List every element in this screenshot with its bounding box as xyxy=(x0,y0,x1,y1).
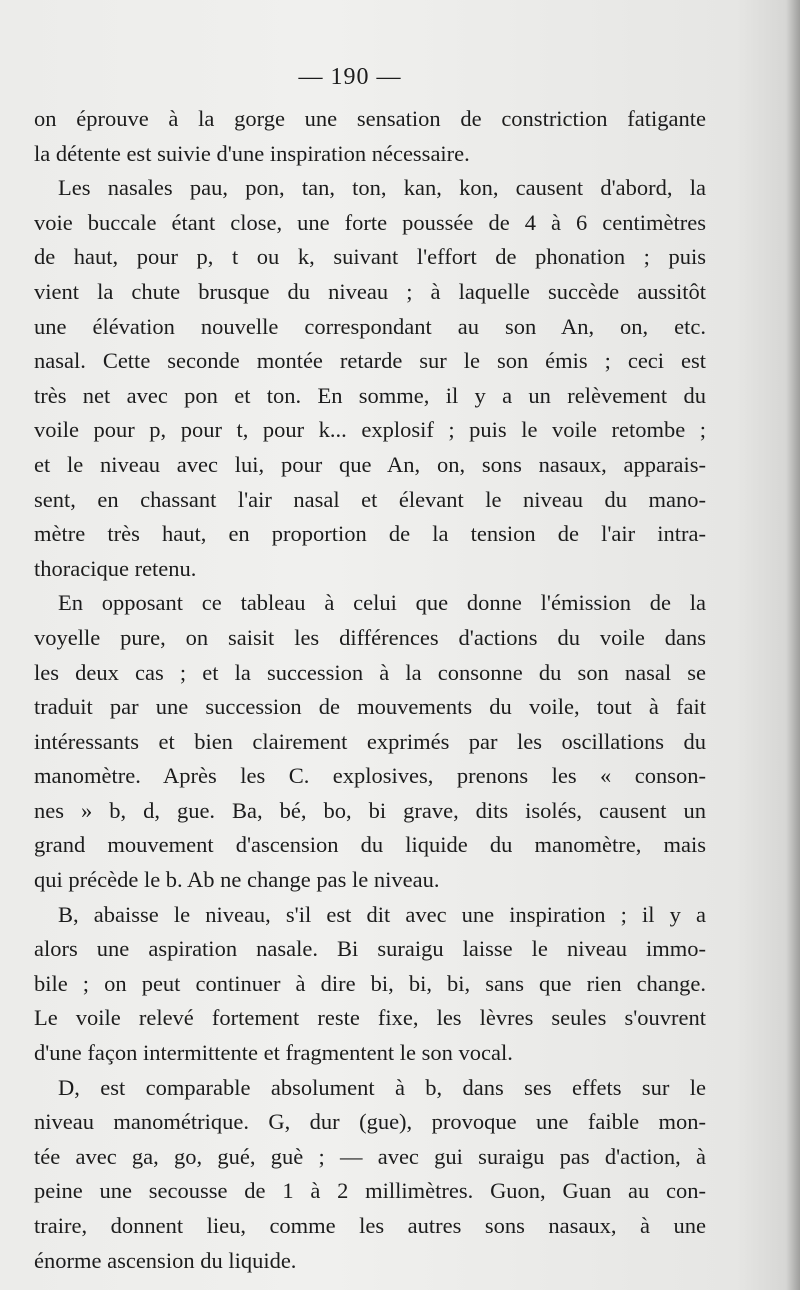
text-line: thoracique retenu. xyxy=(34,555,197,581)
text-line: alors une aspiration nasale. Bi suraigu laisse le niveau immo- xyxy=(34,936,706,962)
text-line: traire, donnent lieu, comme les autres sons nasaux, à une xyxy=(34,1213,706,1238)
page-binding-shadow xyxy=(786,0,800,1290)
text-line: D, est comparable absolument à b, dans ses effets sur le xyxy=(58,1074,706,1100)
text-line: niveau manométrique. G, dur (gue), provoque une faible mon- xyxy=(34,1109,706,1135)
text-line: d'une façon intermittente et fragmentent le son vocal. xyxy=(34,1040,513,1066)
text-line: Les nasales pau, pon, tan, ton, kan, kon, causent d'abord, la xyxy=(58,175,706,201)
text-line: intéressants et bien clairement exprimés par les oscillations du xyxy=(34,728,706,754)
text-line: la détente est suivie d'une inspiration nécessaire. xyxy=(34,140,470,166)
text-line: mètre très haut, en proportion de la tension de l'air intra- xyxy=(34,521,706,547)
text-line: les deux cas ; et la succession à la consonne du son nasal se xyxy=(34,659,706,685)
text-line: on éprouve à la gorge une sensation de constriction fatigante xyxy=(34,106,706,131)
text-line: voile pour p, pour t, pour k... explosif ; puis le voile retombe ; xyxy=(34,417,706,443)
text-line: et le niveau avec lui, pour que An, on, sons nasaux, apparais- xyxy=(34,451,706,477)
text-line: qui précède le b. Ab ne change pas le niveau. xyxy=(34,867,440,893)
text-line: manomètre. Après les C. explosives, prenons les « conson- xyxy=(34,763,706,789)
text-line: sent, en chassant l'air nasal et élevant le niveau du mano- xyxy=(34,486,706,512)
text-line: de haut, pour p, t ou k, suivant l'effort de phonation ; puis xyxy=(34,244,706,270)
text-line: nasal. Cette seconde montée retarde sur le son émis ; ceci est xyxy=(34,348,706,374)
text-line: traduit par une succession de mouvements du voile, tout à fait xyxy=(34,694,706,720)
text-line: Le voile relevé fortement reste fixe, les lèvres seules s'ouvrent xyxy=(34,1005,706,1031)
text-line: énorme ascension du liquide. xyxy=(34,1247,297,1273)
text-line: En opposant ce tableau à celui que donne l'émission de la xyxy=(58,590,706,616)
text-line: peine une secousse de 1 à 2 millimètres. Guon, Guan au con- xyxy=(34,1178,706,1204)
text-line: voie buccale étant close, une forte poussée de 4 à 6 centimètres xyxy=(34,209,706,235)
text-line: une élévation nouvelle correspondant au son An, on, etc. xyxy=(34,313,706,339)
text-line: grand mouvement d'ascension du liquide du manomètre, mais xyxy=(34,832,706,858)
text-line: nes » b, d, gue. Ba, bé, bo, bi grave, dits isolés, causent un xyxy=(34,797,706,823)
body-text xyxy=(34,102,706,1278)
page-number: — 190 — xyxy=(298,64,402,90)
text-line: voyelle pure, on saisit les différences d'actions du voile dans xyxy=(34,624,706,650)
text-line: très net avec pon et ton. En somme, il y a un relèvement du xyxy=(34,382,706,408)
text-line: B, abaisse le niveau, s'il est dit avec une inspiration ; il y a xyxy=(58,901,706,927)
text-line: vient la chute brusque du niveau ; à laquelle succède aussitôt xyxy=(34,278,706,304)
text-line: tée avec ga, go, gué, guè ; — avec gui suraigu pas d'action, à xyxy=(34,1143,706,1169)
text-line: bile ; on peut continuer à dire bi, bi, bi, sans que rien change. xyxy=(34,970,706,996)
